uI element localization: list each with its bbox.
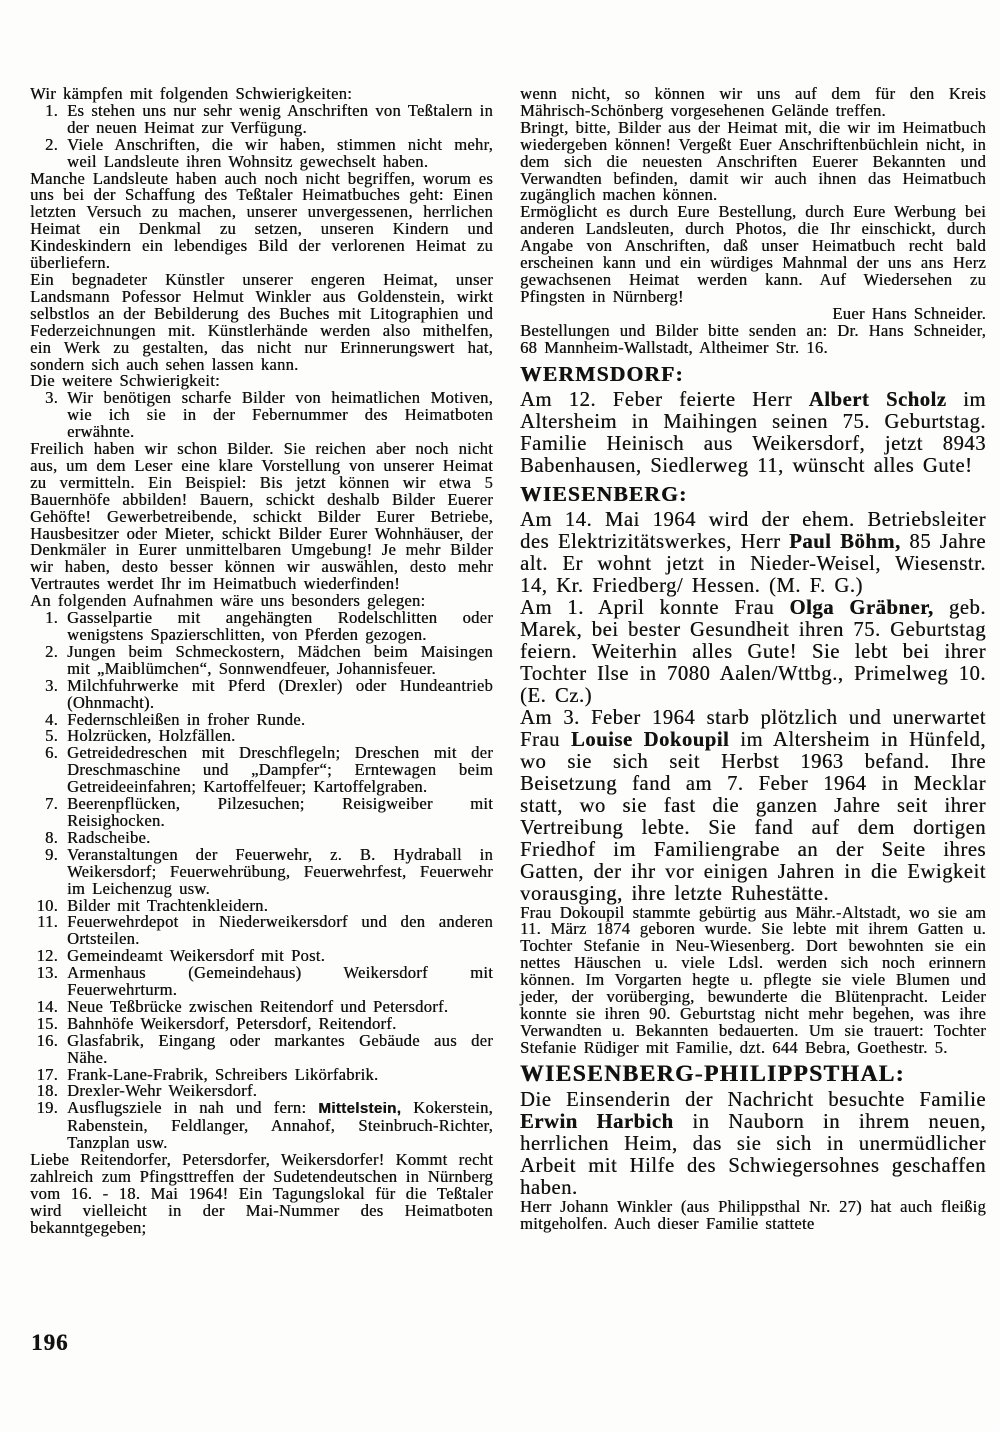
paragraph [30,269,493,374]
text-run: Bilder mit Trachtenkleidern. [67,895,269,915]
list-item-number: 4. [45,709,58,729]
text-run: Gemeindeamt Weikersdorf mit Post. [67,946,326,966]
list-item [30,796,493,830]
list-item-text [67,1030,493,1067]
list-item-text [67,641,493,678]
text-run: Kokerstein, Rabenstein, Feldlanger, Annahof, Steinbruch-Richter, Tanzplan usw. [67,1098,493,1153]
text-run: Milchfuhrwerke mit Pferd (Drexler) oder Hundeantrieb (Ohnmacht). [67,675,493,712]
text-run: Am 14. Mai 1964 wird der ehem. Betriebsleiter des Elektrizitätswerkes, Herr [520,508,986,553]
text-run: Getreidedreschen mit Dreschflegeln; Dreschen mit der Dreschmaschine und „Dampfer“; Erntewagen beim Getreideeinfahren; Kartoffelfeuer; Kartoffelgraben. [67,743,493,797]
paragraph [520,707,986,905]
list-item [30,641,493,678]
text-run: Frau Dokoupil stammte gebürtig aus Mähr.-Altstadt, wo sie am 11. März 1874 geboren wurde. Sie lebte mit ihrem Gatten u. Tochter Stefanie in Neu-Wiesenberg. Dort bewohnten sie ein nettes Häuschen u. viele Ldsl. werden sich noch erinnern können. Im Vorgarten hegte u. pflegte sie viele Blumen und jeder, der vorüberging, bewunderte die Blütenpracht. Leider konnte sie ihren 90. Geburtstag nicht mehr begehen, was ihre Verwandten u. Bekannten bedauerten. Um sie trauert: Tochter Stefanie Rüdiger mit Familie, dzt. 644 Bebra, Goethestr. 5. [520,902,986,1057]
list-item-text [67,1100,493,1152]
text-run: Die weitere Schwierigkeit: [30,371,220,391]
list-item-text [67,390,493,441]
list-item-number: 2. [45,641,58,661]
list-item-text [67,844,493,898]
text-run: Bringt, bitte, Bilder aus der Heimat mit, die wir im Heimatbuch wiedergeben können! Vergeßt Euer Anschriftenbüchlein nicht, in dem sich die neuesten Anschriften Euerer Bekannten und Verwandten befinden, damit wir auch ihnen das Heimatbuch zugänglich machen können. [520,117,986,205]
emphasized-name: Paul Böhm, [789,530,901,553]
text-run: Drexler-Wehr Weikersdorf. [67,1081,258,1101]
list-item-number: 10. [36,895,58,915]
list-item-text [67,134,493,171]
text-run: Bahnhöfe Weikersdorf, Petersdorf, Reitendorf. [67,1013,397,1033]
text-run: Jungen beim Schmeckostern, Mädchen beim Maisingen mit „Maiblümchen“, Sonnwendfeuer, Johannisfeuer. [67,641,493,678]
text-run: Armenhaus (Gemeindehaus) Weikersdorf mit Feuerwehrturm. [67,963,493,1000]
list-item-text [67,100,493,137]
list-item-number: 12. [36,946,58,966]
paragraph [30,1152,493,1237]
numbered-list [30,610,493,1152]
text-run: Feuerwehrdepot in Niederweikersdorf und den anderen Ortsteilen. [67,912,493,949]
text-run: Herr Johann Winkler (aus Philippsthal Nr. 27) hat auch fleißig mitgeholfen. Auch dieser Familie stattete [520,1196,986,1233]
list-item-number: 14. [36,996,58,1016]
text-run: Gasselpartie mit angehängten Rodelschlitten oder wenigstens Spazierschlitten, von Pferden gezogen. [67,608,493,644]
list-item-text [67,796,493,830]
list-item [30,390,493,441]
list-item-number: 15. [36,1013,58,1033]
text-run: Am 1. April konnte Frau [520,596,790,619]
text-run: Freilich haben wir schon Bilder. Sie reichen aber noch nicht aus, um dem Leser eine klare Vorstellung von unserer Heimat zu vermitteln. Ein Beispiel: Bis jetzt können wir etwa 5 Bauernhöfe abbilden! Bauern, schickt deshalb Bilder Euerer Gehöfte! Gewerbetreibende, schickt Bilder Eurer Betriebe, Hausbesitzer oder Mieter, schickt Bilder Eurer Wohnhäuser, der Denkmäler in Eurer unmittelbaren Umgebung! Je mehr Bilder wir haben, desto besser können wir auswählen, desto mehr Vertrautes werdet Ihr im Heimatbuch wiederfinden! [30,439,493,594]
text-run: Ein begnadeter Künstler unserer engeren Heimat, unser Landsmann Pofessor Helmut Winkler aus Goldenstein, wirkt selbstlos an der Bebilderung des Buches mit Litographien und Federzeichnungen mit. Künstlerhände werden also mithelfen, ein Werk zu gestalten, das nicht nur Erinnerungswert hat, sondern sich auch sehen lassen kann. [30,269,493,374]
text-run: An folgenden Aufnahmen wäre uns besonders gelegen: [30,591,426,611]
list-item-number: 11. [37,912,58,932]
text-run: Federnschleißen in froher Runde. [67,709,306,729]
text-run: geb. Marek, bei bester Gesundheit ihren 75. Geburtstag feiern. Weiterhin alles Gute! Sie lebt bei ihrer Tochter Ilse in 7080 Aalen/Wttbg., Primelweg 10. (E. Cz.) [520,596,986,707]
paragraph [520,902,986,1057]
paragraph [520,117,986,205]
paragraph [520,389,986,477]
text-run: Wir kämpfen mit folgenden Schwierigkeiten: [30,84,352,103]
text-run: Die Einsenderin der Nachricht besuchte Familie [520,1088,986,1111]
paragraph [520,204,986,305]
list-item-number: 1. [45,100,58,120]
text-run: Glasfabrik, Eingang oder markantes Gebäude aus der Nähe. [67,1030,493,1067]
text-run: im Altersheim in Maihingen seinen 75. Geburtstag. Familie Heinisch aus Weikersdorf, jetzt 8943 Babenhausen, Siedlerweg 11, wünscht alles Gute! [520,388,987,477]
list-item-number: 17. [36,1064,58,1084]
emphasized-name: Olga Gräbner, [789,596,934,619]
list-item-number: 13. [36,963,58,983]
section-heading: WERMSDORF: [520,361,684,386]
page-number: 196 [31,1330,69,1355]
numbered-list [30,390,493,441]
text-run: Ermöglicht es durch Eure Bestellung, durch Eure Werbung bei anderen Landsleuten, durch Photos, die Ihr einschickt, durch Angabe von Anschriften, daß unser Heimatbuch recht bald erscheinen kann und ein würdiges Mahnmal der uns ans Herz gewachsenen Heimat werden kann. Auf Wiedersehen zu Pfingsten in Nürnberg! [520,202,986,306]
paragraph [520,597,986,707]
paragraph [520,1089,986,1199]
list-item-text [67,675,493,712]
text-run: Veranstaltungen der Feuerwehr, z. B. Hydraball in Weikersdorf; Feuerwehrübung, Feuerwehrfest, Feuerwehr im Leichenzug usw. [67,844,493,898]
list-item-number: 8. [45,827,58,847]
text-run: Liebe Reitendorfer, Petersdorfer, Weikersdorfer! Kommt recht zahlreich zum Pfingsttreffen der Sudetendeutschen in Nürnberg vom 16. - 18. Mai 1964! Ein Tagungslokal für die Teßtaler wird vielleicht in der Mai-Nummer des Heimatboten bekanntgegeben; [30,1150,493,1237]
list-item-number: 9. [45,844,58,864]
emphasized-name: Mittelstein, [318,1100,402,1118]
list-item-number: 6. [45,743,58,763]
list-item-number: 1. [45,608,58,628]
list-item [30,134,493,171]
list-item [30,965,493,999]
left-column [30,86,493,1237]
text-run: Euer Hans Schneider. [832,303,986,323]
text-run: Ausflugsziele in nah und fern: [67,1098,319,1118]
section-heading: WIESENBERG-PHILIPPSTHAL: [520,1060,905,1087]
list-item-number: 19. [36,1098,58,1118]
section-heading: WIESENBERG: [520,481,688,506]
paragraph [520,320,986,357]
text-run: im Altersheim in Hünfeld, wo sie sich seit Herbst 1963 befand. Ihre Beisetzung fand am 7. Feber 1964 in Mecklar statt, wo sie fast die ganzen Jahre seit ihrer Vertreibung lebte. Sie fand auf dem dortigen Friedhof im Familiengrabe an der Seite ihres Gatten, der ihr vor einigen Jahren in die Ewigkeit vorausging, ihre letzte Ruhestätte. [520,728,987,905]
text-run: Radscheibe. [67,827,151,847]
text-run: 85 Jahre alt. Er wohnt jetzt in Nieder-Weisel, Wiesenstr. 14, Kr. Friedberg/ Hessen. (M. F. G.) [520,530,986,597]
text-run: Es stehen uns nur sehr wenig Anschriften von Teßtalern in der neuen Heimat zur Verfügung. [67,100,493,137]
list-item-text [67,965,493,999]
list-item-number: 18. [36,1081,58,1101]
text-run: Holzrücken, Holzfällen. [67,726,236,746]
list-item-number: 16. [36,1030,58,1050]
text-run: Am 3. Feber 1964 starb plötzlich und unerwartet Frau [520,706,986,751]
text-run: Neue Teßbrücke zwischen Reitendorf und Petersdorf. [67,996,449,1016]
paragraph [520,1196,986,1233]
text-run: Manche Landsleute haben auch noch nicht begriffen, worum es uns bei der Schaffung des Teßtaler Heimatbuches geht: Einen letzten Versuch zu machen, unserer unvergessenen, herrlichen Heimat ein Denkmal zu setzen, unseren Kindern und Kindeskindern ein lebendiges Bild der verlorenen Heimat zu überliefern. [30,168,493,273]
text-run: Am 12. Feber feierte Herr [520,388,809,411]
numbered-list [30,100,493,171]
text-run: wenn nicht, so können wir uns auf dem für den Kreis Mährisch-Schönberg vorgesehenen Gelände treffen. [520,84,986,120]
text-run: Wir benötigen scharfe Bilder von heimatlichen Motiven, wie ich sie in der Febernummer des Heimatboten erwähnte. [67,388,493,442]
right-column [520,86,986,1232]
list-item [30,844,493,898]
text-run: Beerenpflücken, Pilzesuchen; Reisigweiber mit Reisighocken. [67,794,493,830]
list-item-text [67,610,493,644]
emphasized-name: Erwin Harbich [520,1110,674,1133]
list-item [30,1100,493,1152]
list-item [30,1030,493,1067]
list-item-number: 3. [45,388,58,408]
list-item-number: 3. [45,675,58,695]
text-run: Bestellungen und Bilder bitte senden an: Dr. Hans Schneider, 68 Mannheim-Wallstadt, Altheimer Str. 16. [520,320,986,357]
list-item [30,100,493,137]
list-item [30,610,493,644]
list-item-number: 7. [45,794,58,814]
list-item [30,914,493,948]
paragraph [30,441,493,593]
paragraph [520,509,986,597]
list-item-number: 2. [45,134,58,154]
paragraph [30,168,493,273]
list-item-text [67,914,493,948]
text-run: Frank-Lane-Frabrik, Schreibers Likörfabrik. [67,1064,379,1084]
list-item-number: 5. [45,726,58,746]
text-run: in Nauborn in ihrem neuen, herrlichen Heim, das sie sich in unermüdlicher Arbeit mit Hilfe des Schwiegersohnes geschaffen haben. [520,1110,986,1199]
list-item-text [67,745,493,796]
emphasized-name: Louise Dokoupil [570,728,730,751]
paragraph [520,86,986,120]
text-run: Viele Anschriften, die wir haben, stimmen nicht mehr, weil Landsleute ihren Wohnsitz gewechselt haben. [67,134,493,171]
list-item [30,675,493,712]
list-item [30,745,493,796]
emphasized-name: Albert Scholz [808,388,947,411]
